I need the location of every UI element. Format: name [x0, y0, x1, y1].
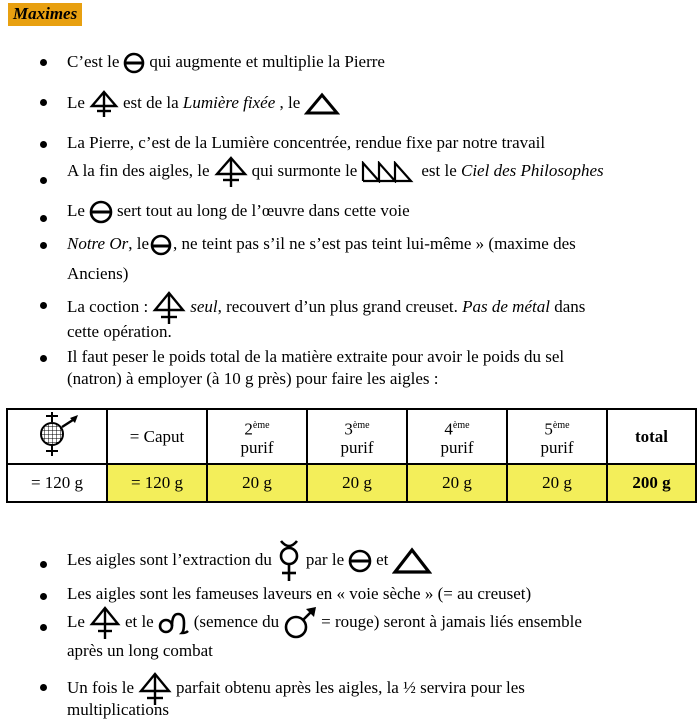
table-cell: = 120 g — [7, 464, 107, 502]
sulfur-icon — [89, 606, 121, 640]
bullet — [40, 59, 47, 66]
purification-table — [6, 408, 697, 503]
table-header-symbol — [7, 409, 107, 464]
text: Le — [67, 611, 85, 631]
list-item-continuation — [67, 369, 439, 389]
fire-triangle-icon — [392, 547, 432, 575]
salt-icon — [89, 200, 113, 224]
text: et le — [124, 611, 154, 631]
text: (natron) à employer (à 10 g près) pour faire les aigles : — [67, 369, 439, 388]
list-item — [67, 347, 564, 367]
text: ème — [452, 419, 470, 431]
text: 3 — [344, 419, 353, 439]
antimony-mars-icon — [32, 410, 82, 458]
text: qui surmonte le — [251, 160, 358, 180]
bullet — [40, 242, 47, 249]
text: 4 — [444, 419, 453, 439]
zigzag-icon — [361, 161, 417, 183]
sulfur-icon — [152, 291, 186, 325]
list-item — [67, 584, 531, 604]
text: sert tout au long de l’œuvre dans cette voie — [116, 200, 410, 220]
text: Ciel des Philosophes — [461, 160, 604, 180]
sulfur-icon — [89, 90, 119, 118]
text: Notre Or — [67, 233, 129, 253]
text: est le — [421, 160, 457, 180]
bullet — [40, 561, 47, 568]
bullet — [40, 593, 47, 600]
list-item — [67, 200, 410, 224]
text: est de la — [122, 92, 179, 112]
text: La Pierre, c’est de la Lumière concentrée, rendue fixe par notre travail — [67, 133, 546, 152]
bullet — [40, 141, 47, 148]
table-cell: 20 g — [207, 464, 307, 502]
text: ème — [352, 419, 370, 431]
text: Les aigles sont l’extraction du — [67, 549, 272, 569]
text: = rouge) seront à jamais liés ensemble — [321, 611, 582, 631]
list-item — [67, 291, 585, 325]
list-item — [67, 539, 436, 583]
page-title: Maximes — [8, 3, 82, 26]
fire-triangle-icon — [304, 92, 340, 116]
table-row — [7, 464, 696, 502]
list-item-continuation — [67, 264, 128, 284]
table-header-row — [7, 409, 696, 464]
list-item — [67, 156, 604, 188]
text: 2 — [244, 419, 253, 439]
table-header-purif-5 — [507, 409, 607, 464]
text: qui augmente et multiplie la Pierre — [149, 52, 385, 71]
table-cell: 20 g — [307, 464, 407, 502]
text: Anciens) — [67, 264, 129, 283]
list-item — [67, 52, 385, 74]
text: purif — [540, 438, 574, 458]
bullet — [40, 624, 47, 631]
text: parfait obtenu après les aigles, la ½ servira pour les — [176, 677, 525, 697]
table-header-total: total — [607, 409, 696, 464]
list-item — [67, 606, 582, 640]
bullet — [40, 355, 47, 362]
mars-icon — [283, 606, 317, 640]
text: Les aigles sont les fameuses laveurs en « voie sèche » (= au creuset) — [67, 584, 532, 603]
text: Il faut peser le poids total de la matière extraite pour avoir le poids du sel — [67, 347, 565, 366]
text: Le — [67, 92, 85, 112]
table-header-purif-4 — [407, 409, 507, 464]
text: ème — [252, 419, 270, 431]
text: multiplications — [67, 700, 169, 719]
leo-icon — [158, 611, 190, 635]
salt-icon — [348, 549, 372, 573]
text: par le — [305, 549, 345, 569]
table-cell: 20 g — [507, 464, 607, 502]
table-header-purif-3 — [307, 409, 407, 464]
text: purif — [440, 438, 474, 458]
table-header-caput: = Caput — [107, 409, 207, 464]
bullet — [40, 684, 47, 691]
salt-icon — [123, 52, 145, 74]
list-item — [67, 133, 545, 153]
text: , recouvert d’un plus grand creuset. — [217, 296, 458, 316]
bullet — [40, 215, 47, 222]
text: purif — [240, 438, 274, 458]
list-item — [67, 233, 576, 257]
text: La coction : — [67, 296, 149, 316]
list-item-continuation — [67, 641, 213, 661]
mercury-icon — [276, 539, 302, 583]
list-item — [67, 90, 344, 118]
table-cell: = 120 g — [107, 464, 207, 502]
table-cell: 20 g — [407, 464, 507, 502]
text: 5 — [544, 419, 553, 439]
table-cell-total: 200 g — [607, 464, 696, 502]
list-item-continuation — [67, 322, 172, 342]
text: Lumière fixée — [182, 92, 276, 112]
text: Le — [67, 200, 85, 220]
text: cette opération. — [67, 322, 172, 341]
list-item-continuation — [67, 700, 169, 720]
text: après un long combat — [67, 641, 213, 660]
salt-icon — [150, 233, 172, 257]
table-header-purif-2 — [207, 409, 307, 464]
text: et — [376, 549, 389, 569]
bullet — [40, 177, 47, 184]
text: A la fin des aigles, le — [67, 160, 210, 180]
text: seul — [190, 296, 218, 316]
sulfur-icon — [214, 156, 248, 188]
text: Pas de métal — [462, 296, 550, 316]
text: , le — [279, 92, 301, 112]
text: , le — [128, 233, 150, 253]
text: Un fois le — [67, 677, 135, 697]
text: (semence du — [193, 611, 280, 631]
text: purif — [340, 438, 374, 458]
bullet — [40, 99, 47, 106]
text: dans — [554, 296, 586, 316]
text: ème — [552, 419, 570, 431]
text: , ne teint pas s’il ne s’est pas teint lui-même » (maxime des — [173, 233, 576, 253]
bullet — [40, 302, 47, 309]
text: C’est le — [67, 52, 120, 71]
